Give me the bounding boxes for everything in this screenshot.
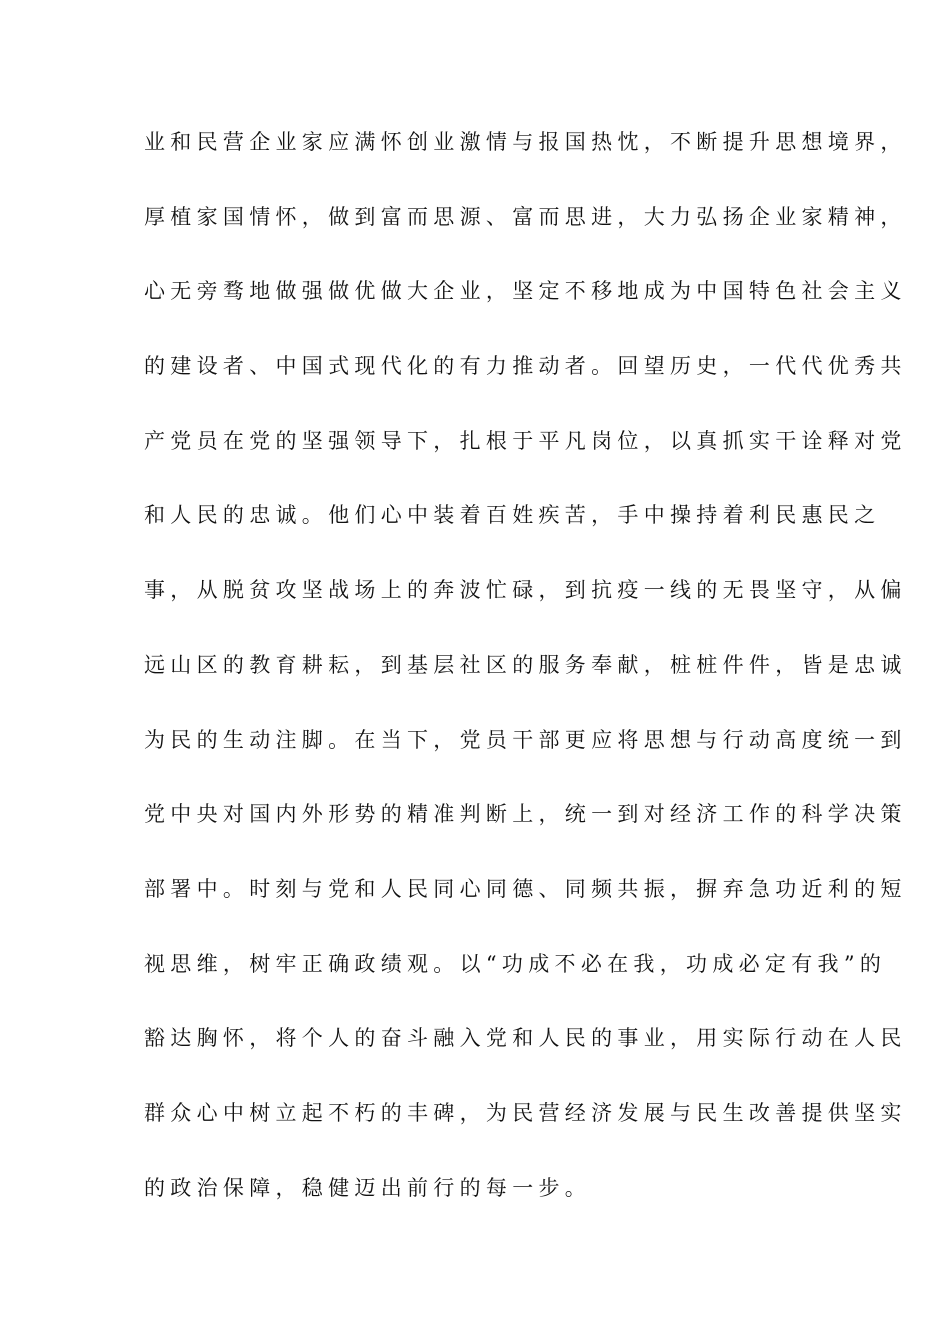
text-line-4: 的建设者、中国式现代化的有力推动者。回望历史，一代代优秀共 — [144, 354, 907, 379]
text-line-2: 厚植家国情怀，做到富而思源、富而思进，大力弘扬企业家精神， — [144, 204, 907, 229]
text-line-10: 党中央对国内外形势的精准判断上，统一到对经济工作的科学决策 — [144, 802, 907, 827]
text-line-1: 业和民营企业家应满怀创业激情与报国热忱，不断提升思想境界， — [144, 130, 907, 154]
text-line-3: 心无旁骛地做强做优做大企业，坚定不移地成为中国特色社会主义 — [144, 279, 907, 304]
text-line-9: 为民的生动注脚。在当下，党员干部更应将思想与行动高度统一到 — [144, 727, 907, 752]
body-paragraph — [144, 105, 907, 1225]
text-line-6: 和人民的忠诚。他们心中装着百姓疾苦，手中操持着利民惠民之 — [144, 503, 881, 528]
text-line-12: 视思维，树牢正确政绩观。以“功成不必在我，功成必定有我”的 — [144, 951, 887, 976]
text-line-5: 产党员在党的坚强领导下，扎根于平凡岗位，以真抓实干诠释对党 — [144, 428, 907, 453]
text-line-13: 豁达胸怀，将个人的奋斗融入党和人民的事业，用实际行动在人民 — [144, 1026, 907, 1051]
text-line-15: 的政治保障，稳健迈出前行的每一步。 — [144, 1175, 592, 1200]
text-line-11: 部署中。时刻与党和人民同心同德、同频共振，摒弃急功近利的短 — [144, 876, 907, 901]
text-line-14: 群众心中树立起不朽的丰碑，为民营经济发展与民生改善提供坚实 — [144, 1100, 907, 1125]
text-line-8: 远山区的教育耕耘，到基层社区的服务奉献，桩桩件件，皆是忠诚 — [144, 652, 907, 677]
text-line-7: 事，从脱贫攻坚战场上的奔波忙碌，到抗疫一线的无畏坚守，从偏 — [144, 578, 907, 603]
